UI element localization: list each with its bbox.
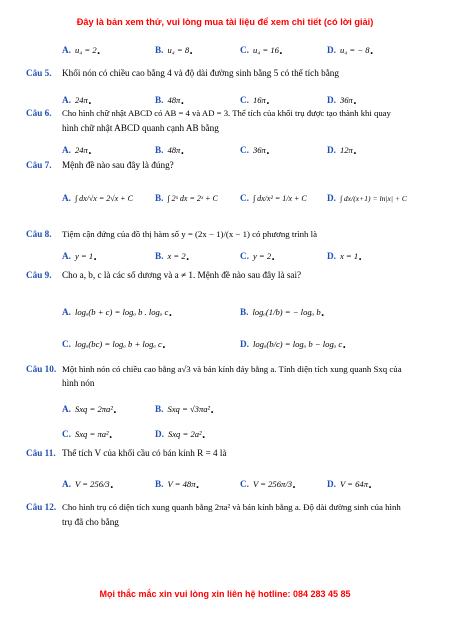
answer-d: D. x = 1 . [327,247,363,264]
answer-a: A. Sxq = 2πa² . [62,400,117,417]
answer-b: B. logₐ(1/b) = − logₐ b . [240,303,325,320]
answer-d: D. Sxq = 2a² . [155,425,206,442]
answer-b: B. 48π . [155,141,185,158]
answer-a: A. y = 1 . [62,247,98,264]
answer-a: A. V = 256/3 . [62,475,114,492]
question-text: Cho hình trụ có diện tích xung quanh bằng 2πa² và bán kính bằng a. Độ dài đường sinh của hình [62,502,401,512]
answer-b: B. ∫ 2ˣ dx = 2ˣ + C [155,193,218,203]
question-text-cont: hình chữ nhật ABCD quanh cạnh AB bằng [62,123,219,133]
answer-c: C. ∫ dx/x² = 1/x + C [240,193,307,203]
answer-b: B. Sxq = √3πa² . [155,400,215,417]
answer-c: C. u₄ = 16 . [240,41,283,58]
question-text: Cho a, b, c là các số dương và a ≠ 1. Mệnh đề nào sau đây là sai? [62,270,302,280]
answer-b: B. u₄ = 8 . [155,41,194,58]
question-label: Câu 11. [26,448,56,458]
answer-c: C. 16π . [240,91,270,108]
question-text: Khối nón có chiều cao bằng 4 và độ dài đường sinh bằng 5 có thể tích bằng [62,68,339,78]
answer-a: A. logₐ(b + c) = logₐ b . logₐ c . [62,303,173,320]
answer-d: D. 36π . [327,91,357,108]
hotline-footer: Mọi thắc mắc xin vui lòng xin liên hệ hotline: 084 283 45 85 [99,589,351,599]
question-text: Thể tích V của khối cầu có bán kính R = 4 là [62,448,227,458]
question-text: Mệnh đề nào sau đây là đúng? [62,160,174,170]
answer-b: B. 48π . [155,91,185,108]
question-text: Tiệm cận đứng của đồ thị hàm số y = (2x − 1)/(x − 1) có phương trình là [62,229,317,239]
answer-d: D. ∫ dx/(x+1) = ln|x| + C [327,193,407,203]
answer-b: B. x = 2 . [155,247,190,264]
answer-c: C. Sxq = πa² . [62,425,113,442]
answer-d: D. u₄ = − 8 . [327,41,374,58]
question-label: Câu 12. [26,502,57,512]
question-label: Câu 7. [26,160,52,170]
preview-banner: Đây là bản xem thử, vui lòng mua tài liệu để xem chi tiết (có lời giải) [76,17,374,27]
question-text-cont: trụ đã cho bằng [62,517,119,527]
answer-d: D. 12π . [327,141,357,158]
answer-a: A. 24π . [62,91,92,108]
answer-d: D. V = 64π . [327,475,373,492]
answer-c: C. 36π . [240,141,270,158]
answer-d: D. logₐ(b/c) = logₐ b − logₐ c . [240,335,347,352]
question-label: Câu 5. [26,68,52,78]
answer-c: C. V = 256π/3 . [240,475,297,492]
question-label: Câu 8. [26,229,52,239]
question-text: Cho hình chữ nhật ABCD có AB = 4 và AD = 3. Thể tích của khối trụ được tạo thành khi quay [62,108,391,118]
answer-a: A. 24π . [62,141,92,158]
question-label: Câu 10. [26,364,57,374]
question-label: Câu 9. [26,270,52,280]
answer-a: A. ∫ dx/√x = 2√x + C [62,193,133,203]
question-text: Một hình nón có chiều cao bằng a√3 và bán kính đáy bằng a. Tính diện tích xung quanh Sxq của [62,364,402,374]
answer-c: C. y = 2 . [240,247,276,264]
question-label: Câu 6. [26,108,52,118]
answer-b: B. V = 48π . [155,475,200,492]
answer-a: A. u₄ = 2 . [62,41,101,58]
question-text-cont: hình nón [62,378,95,388]
answer-c: C. logₐ(bc) = logₐ b + logₐ c . [62,335,166,352]
